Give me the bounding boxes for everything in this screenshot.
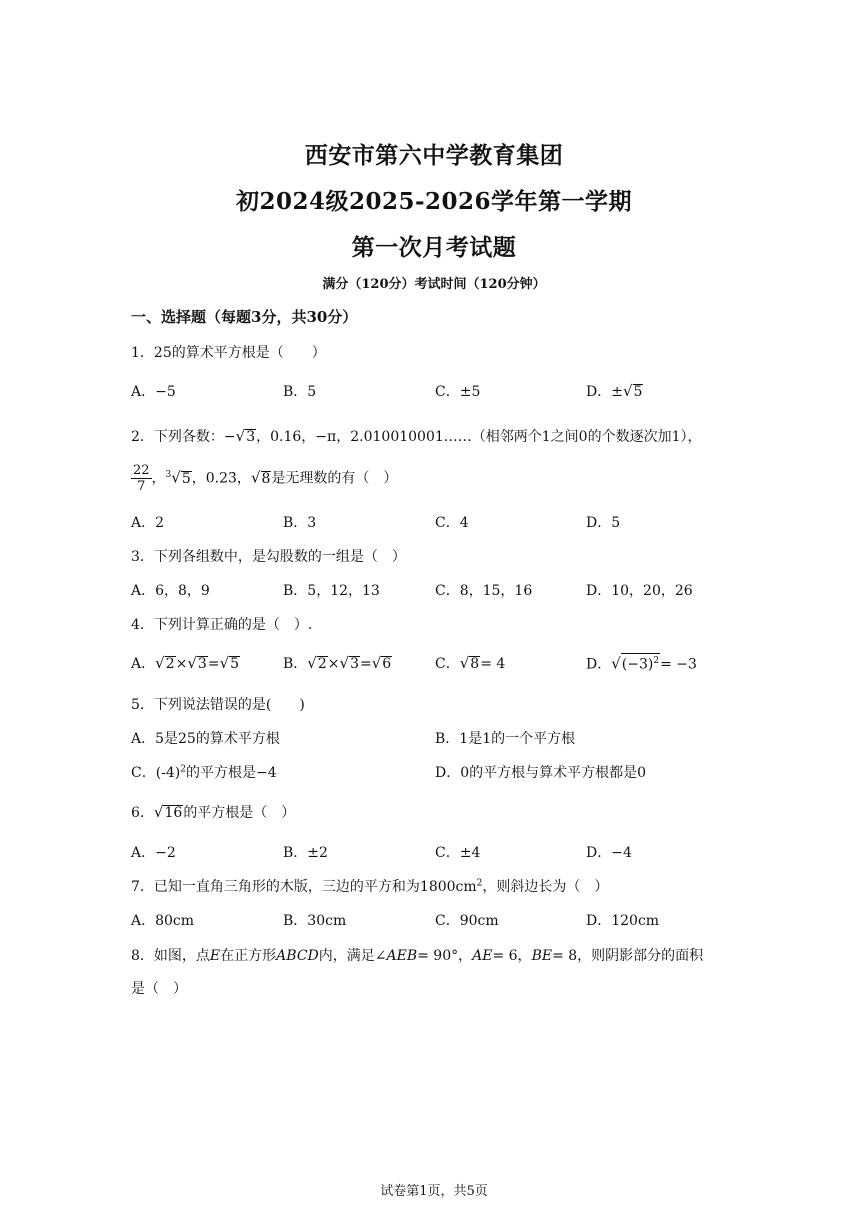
exponent: 2 — [180, 764, 187, 775]
opt-label: B． — [283, 384, 308, 400]
exam-subtitle: 满分（120分）考试时间（120分钟） — [322, 277, 546, 292]
q4-option-a[interactable] — [131, 653, 240, 673]
opt-label: A． — [131, 384, 156, 400]
equals: = −3 — [660, 656, 697, 673]
q8-var: AE — [472, 948, 493, 964]
q7-option-c[interactable]: C．90cm — [435, 913, 499, 929]
q2-stem-end: 是无理数的有（ ） — [271, 470, 398, 487]
radicand: 5 — [633, 384, 643, 400]
repeating-decimal: ，0.23̇， — [191, 470, 251, 487]
q1-option-d[interactable] — [586, 381, 643, 401]
q7-option-b[interactable]: B．30cm — [283, 913, 347, 929]
q8-text: = 8，则阴影部分的面积 — [552, 948, 704, 964]
q2-stem-line1 — [131, 426, 702, 446]
comma: ， — [151, 470, 166, 487]
q3-option-b[interactable]: B．5，12，13 — [283, 583, 380, 599]
q5-option-c[interactable] — [131, 762, 277, 782]
opt-text: C．(-4) — [131, 765, 181, 781]
q7-option-d[interactable]: D．120cm — [586, 913, 660, 929]
q4-option-d[interactable] — [586, 653, 697, 674]
q2-stem-mid: ，0.16，−π，2.010010001……（相邻两个1之间0的个数逐次加1）， — [256, 429, 702, 445]
exam-title: 第一次月考试题 — [351, 234, 517, 261]
term-title: 初2024级2025-2026学年第一学期 — [235, 188, 633, 215]
radicand: 3 — [197, 656, 207, 672]
radicand: 3 — [350, 656, 359, 672]
q7-stem-post: ，则斜边长为（ ） — [482, 879, 609, 895]
exponent: 2 — [476, 878, 483, 889]
sqrt-icon: √ — [250, 468, 261, 487]
opt-text: 的平方根是−4 — [186, 765, 277, 781]
q5-stem: 5．下列说法错误的是( ) — [131, 697, 305, 713]
q5-option-b[interactable]: B．1是1的一个平方根 — [435, 731, 576, 747]
opt-label: A． — [131, 656, 156, 672]
radicand: 16 — [164, 805, 183, 821]
cube-root-index: 3 — [165, 469, 172, 480]
equals: = 4 — [480, 656, 506, 672]
q2-stem-line2 — [131, 463, 397, 494]
q8-text: 内，满足∠ — [318, 948, 387, 964]
q4-option-b[interactable] — [283, 653, 392, 673]
q2-option-d[interactable]: D．5 — [586, 515, 621, 531]
q7-stem-pre: 7．已知一直角三角形的木版，三边的平方和为1800cm — [131, 879, 477, 895]
q1-option-c[interactable] — [435, 381, 480, 401]
opt-label: D． — [586, 384, 612, 400]
q2-option-a[interactable]: A．2 — [131, 515, 165, 531]
opt-value: ±5 — [459, 384, 481, 400]
sqrt-icon: √ — [171, 468, 181, 487]
sqrt-icon: √ — [235, 427, 246, 445]
q8-var: E — [209, 948, 221, 964]
q6-stem-text: 的平方根是（ ） — [183, 805, 296, 821]
q2-option-b[interactable]: B．3 — [283, 515, 317, 531]
q3-option-a[interactable]: A．6，8，9 — [131, 583, 210, 599]
opt-label: C． — [435, 656, 460, 672]
q4-stem: 4．下列计算正确的是（ ）. — [131, 617, 313, 633]
q6-number: 6． — [131, 805, 154, 821]
school-title: 西安市第六中学教育集团 — [304, 142, 564, 169]
opt-value: ± — [611, 384, 623, 400]
q7-option-a[interactable]: A．80cm — [131, 913, 195, 929]
radicand: 8 — [470, 656, 480, 672]
sqrt-icon: √ — [611, 654, 621, 673]
equals: = — [207, 656, 220, 672]
times: × — [175, 656, 188, 672]
sqrt-icon: √ — [339, 654, 350, 672]
radicand: 5 — [230, 656, 240, 672]
q1-stem: 1．25的算术平方根是（ ） — [131, 345, 326, 361]
q5-option-d[interactable]: D．0的平方根与算术平方根都是0 — [435, 765, 647, 781]
q6-option-a[interactable]: A．−2 — [131, 845, 176, 861]
radicand: 2 — [317, 656, 327, 672]
q6-stem — [131, 802, 295, 822]
fraction — [131, 463, 152, 494]
exponent: 2 — [653, 656, 660, 666]
section-heading: 一、选择题（每题3分，共30分） — [131, 308, 358, 326]
q6-option-b[interactable]: B．±2 — [283, 845, 328, 861]
opt-value: 5 — [307, 384, 317, 400]
q4-option-c[interactable] — [435, 653, 505, 673]
q8-text: 8．如图，点 — [131, 948, 210, 964]
opt-label: D． — [586, 656, 612, 673]
q1-option-b[interactable] — [283, 381, 316, 401]
q2-stem-pre: 2．下列各数： — [131, 429, 224, 445]
q8-var: AEB — [386, 948, 418, 964]
radicand-base: (−3) — [621, 656, 654, 673]
radicand: 8 — [261, 470, 271, 487]
radicand: 5 — [181, 470, 191, 487]
q6-option-c[interactable]: C．±4 — [435, 845, 481, 861]
q2-option-c[interactable]: C．4 — [435, 515, 469, 531]
q3-option-c[interactable]: C．8，15，16 — [435, 583, 533, 599]
q8-text: = 90°， — [417, 948, 473, 964]
opt-value: −5 — [155, 384, 176, 400]
q8-text: = 6， — [492, 948, 532, 964]
sqrt-icon: √ — [371, 654, 382, 672]
page-footer: 试卷第1页，共5页 — [380, 1184, 488, 1199]
radicand: 2 — [165, 656, 175, 672]
sqrt-icon: √ — [155, 654, 165, 672]
sqrt-icon: √ — [187, 654, 197, 672]
sqrt-icon: √ — [219, 654, 230, 672]
q3-option-d[interactable]: D．10，20，26 — [586, 583, 693, 599]
q8-stem-line2: 是（ ） — [131, 981, 187, 997]
opt-label: C． — [435, 384, 460, 400]
q6-option-d[interactable]: D．−4 — [586, 845, 632, 861]
q8-var: BE — [531, 948, 553, 964]
q8-stem-line1 — [131, 945, 703, 965]
fraction-denominator: 7 — [137, 479, 146, 494]
sqrt-icon: √ — [622, 382, 633, 400]
radicand — [621, 653, 660, 673]
q8-var: ABCD — [276, 948, 319, 964]
radicand: 3 — [246, 429, 256, 445]
fraction-numerator: 22 — [133, 463, 150, 478]
radicand: 6 — [382, 656, 392, 672]
q5-option-a[interactable]: A．5是25的算术平方根 — [131, 731, 280, 747]
q3-stem: 3．下列各组数中，是勾股数的一组是（ ） — [131, 549, 406, 565]
sqrt-icon: √ — [307, 654, 317, 672]
q7-stem — [131, 876, 608, 896]
sqrt-icon: √ — [153, 803, 164, 821]
q1-option-a[interactable] — [131, 381, 176, 401]
sqrt-icon: √ — [459, 654, 470, 672]
equals: = — [360, 656, 372, 672]
q8-text: 在正方形 — [220, 948, 277, 964]
times: × — [327, 656, 340, 672]
q2-minus: − — [223, 429, 236, 445]
opt-label: B． — [283, 656, 308, 672]
